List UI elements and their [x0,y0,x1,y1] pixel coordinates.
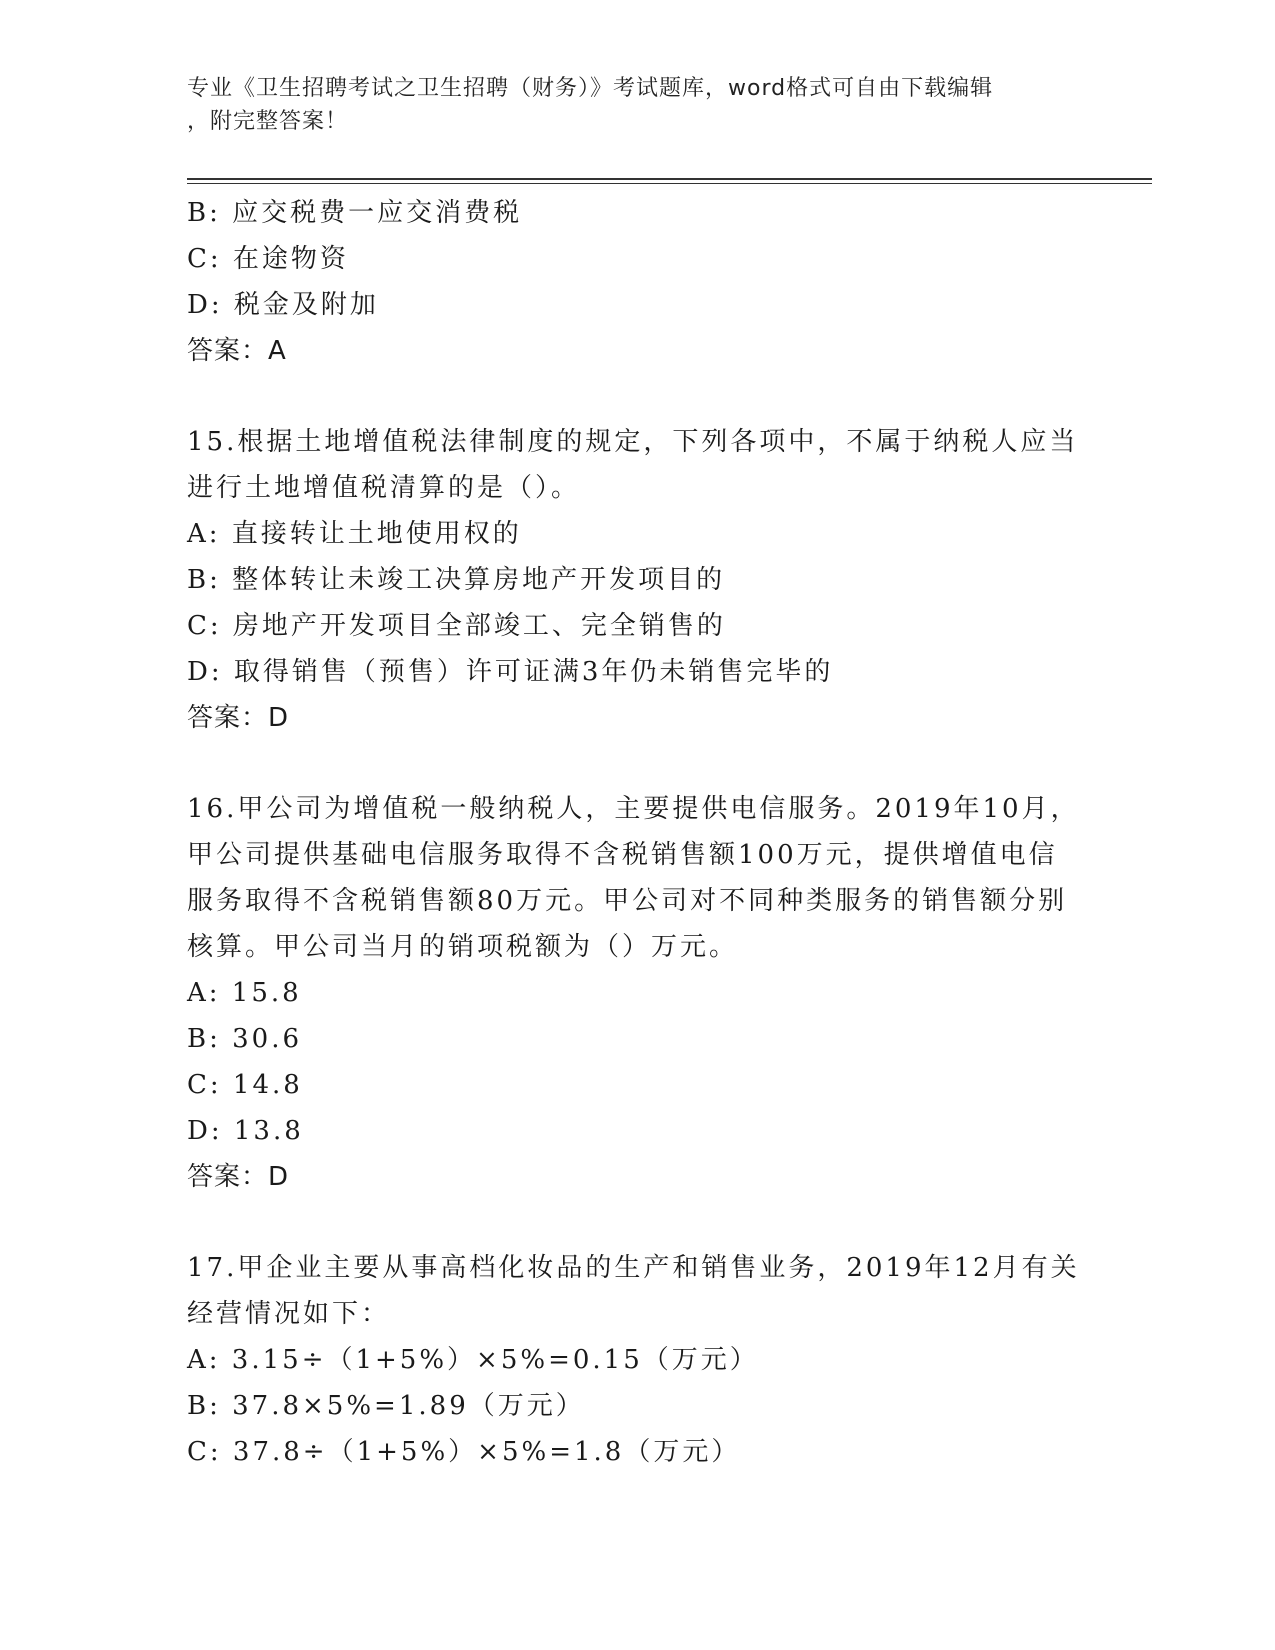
spacer [187,374,1087,419]
option-b: B: 37.8×5%=1.89（万元） [187,1391,585,1421]
option-d: D: 13.8 [187,1116,304,1146]
header-divider-thick [187,178,1152,180]
question-text-line: 甲公司提供基础电信服务取得不含税销售额100万元，提供增值电信 [187,840,1058,870]
option-b: B: 30.6 [187,1024,303,1054]
question-14-tail [187,190,1087,374]
option-c: C: 房地产开发项目全部竣工、完全销售的 [187,611,726,641]
header-title-line-1: 专业《卫生招聘考试之卫生招聘（财务）》考试题库，word格式可自由下载编辑 [187,76,994,101]
option-a: A: 15.8 [187,978,302,1008]
option-c: C: 37.8÷（1+5%）×5%=1.8（万元） [187,1437,741,1467]
question-text-line: 16.甲公司为增值税一般纳税人，主要提供电信服务。2019年10月， [187,794,1080,824]
question-16 [187,786,1087,1200]
question-text-line: 核算。甲公司当月的销项税额为（）万元。 [187,932,739,962]
option-d: D: 税金及附加 [187,290,379,320]
option-d: D: 取得销售（预售）许可证满3年仍未销售完毕的 [187,657,834,687]
option-a: A: 3.15÷（1+5%）×5%=0.15（万元） [187,1345,759,1375]
option-c: C: 14.8 [187,1070,303,1100]
header-title-line-2: ，附完整答案！ [187,109,349,134]
option-a: A: 直接转让土地使用权的 [187,519,522,549]
question-15 [187,419,1087,741]
spacer [187,1200,1087,1245]
spacer [187,741,1087,786]
question-text-line: 17.甲企业主要从事高档化妆品的生产和销售业务，2019年12月有关 [187,1253,1080,1283]
question-text-line: 服务取得不含税销售额80万元。甲公司对不同种类服务的销售额分别 [187,886,1068,916]
document-header [187,72,1067,138]
document-body [187,190,1087,1475]
answer-label: 答案：D [187,1162,290,1192]
answer-label: 答案：A [187,336,287,366]
question-text-line: 15.根据土地增值税法律制度的规定，下列各项中，不属于纳税人应当 [187,427,1079,457]
option-b: B: 整体转让未竣工决算房地产开发项目的 [187,565,726,595]
answer-label: 答案：D [187,703,290,733]
question-text-line: 经营情况如下： [187,1299,391,1329]
option-c: C: 在途物资 [187,244,349,274]
header-divider-thin [187,183,1152,184]
question-17 [187,1245,1087,1475]
question-text-line: 进行土地增值税清算的是（）。 [187,473,581,503]
option-b: B: 应交税费一应交消费税 [187,198,523,228]
